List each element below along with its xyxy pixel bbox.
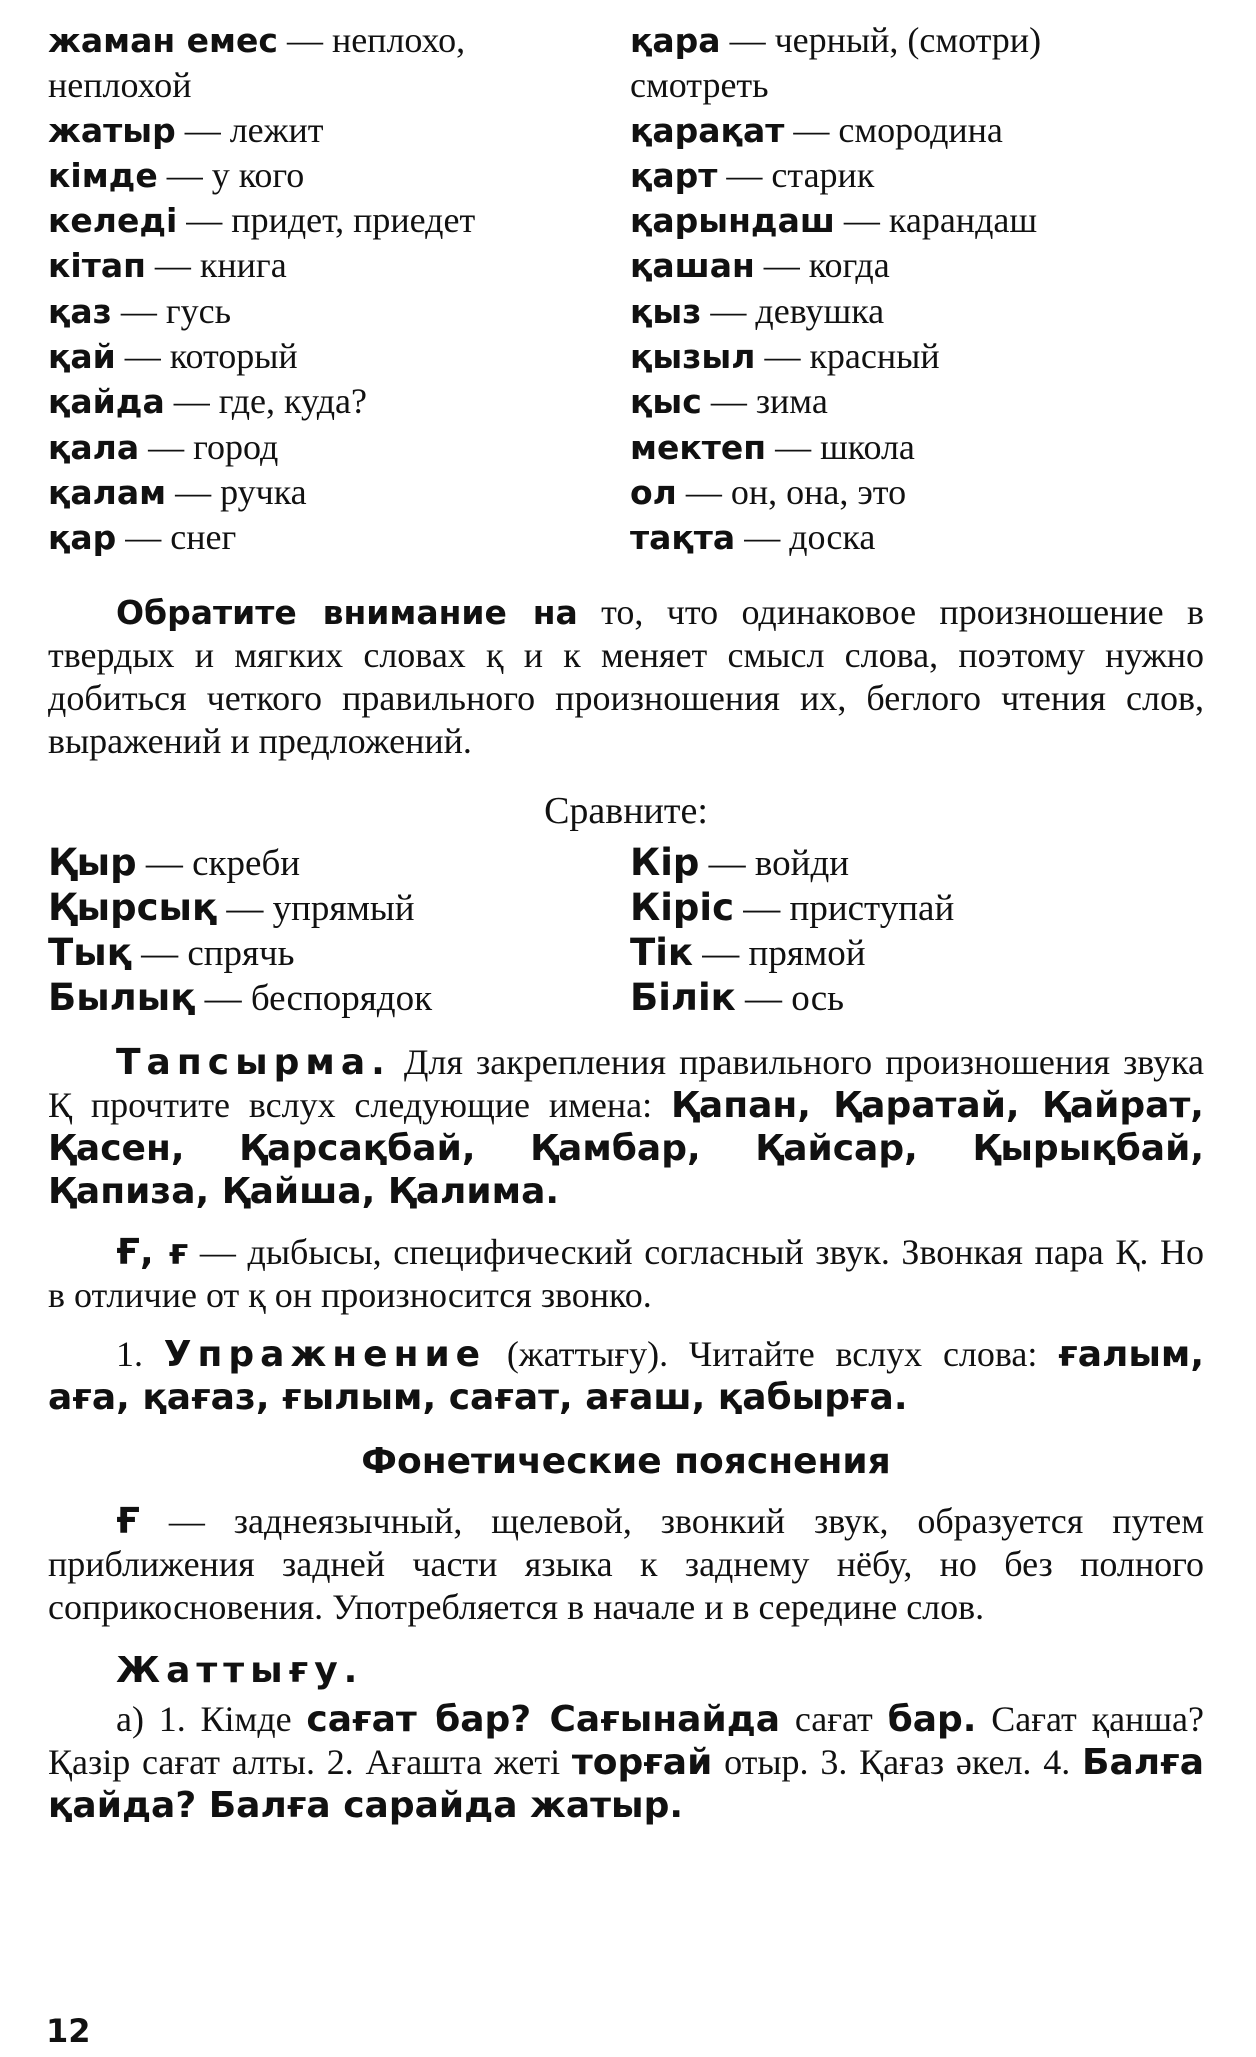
compare-title: Сравните: bbox=[544, 789, 708, 832]
notice-paragraph: Обратите внимание на то, что одинаковое произношение в твердых и мягких словах қ и к меняет смысл слова, поэтому нужно добиться четкого правильного произношения их, беглого чтения слов, выражений и предложений. bbox=[48, 591, 1204, 761]
vocab-entry: кітап — книга bbox=[48, 245, 287, 286]
exercise-a-paragraph: а) 1. Кімде сағат бар? Сағынайда сағат бар. Сағат қанша? Қазір сағат алты. 2. Ағашта жеті торғай отыр. 3. Қағаз әкел. 4. Балға қайда? Балға сарайда жатыр. bbox=[48, 1698, 1204, 1826]
page-content bbox=[48, 18, 1204, 1827]
compare-entry: Былық — беспорядок bbox=[48, 975, 433, 1019]
vocab-entry: тақта — доска bbox=[630, 517, 876, 558]
vocab-entry: ол — он, она, это bbox=[630, 471, 907, 512]
vocabulary-list bbox=[48, 18, 1204, 561]
compare-column-left bbox=[48, 841, 630, 1021]
gh-sound-paragraph: Ғ, ғ — дыбысы, специфический согласный звук. Звонкая пара Қ. Но в отличие от қ он произносится звонко. bbox=[48, 1231, 1204, 1315]
vocabulary-column-right bbox=[630, 18, 1204, 561]
vocabulary-column-left bbox=[48, 18, 630, 561]
compare-column-right bbox=[630, 841, 1204, 1021]
vocab-entry: қашан — когда bbox=[630, 245, 890, 286]
task-paragraph: Тапсырма. Для закрепления правильного произношения звука Қ прочтите вслух следующие имена: Қапан, Қаратай, Қайрат, Қасен, Қарсақбай, Қамбар, Қайсар, Қырықбай, Қапиза, Қайша, Қалима. bbox=[48, 1041, 1204, 1212]
vocab-entry: неплохой bbox=[48, 65, 192, 106]
vocab-entry: қара — черный, (смотри) bbox=[630, 20, 1042, 60]
compare-list bbox=[48, 841, 1204, 1021]
vocab-entry: мектеп — школа bbox=[630, 426, 915, 467]
compare-entry: Кіріс — приступай bbox=[630, 885, 955, 929]
vocab-entry: қай — который bbox=[48, 336, 298, 377]
compare-entry: Қырсық — упрямый bbox=[48, 885, 415, 929]
exercise-1-paragraph: 1. Упражнение (жаттығу). Читайте вслух слова: ғалым, аға, қағаз, ғылым, сағат, ағаш, қабырға. bbox=[48, 1333, 1205, 1418]
compare-entry: Білік — ось bbox=[630, 975, 844, 1019]
compare-entry: Кір — войди bbox=[630, 840, 850, 884]
page-number: 12 bbox=[46, 2012, 91, 2050]
vocab-entry: қар — снег bbox=[48, 517, 237, 558]
compare-entry: Қыр — скреби bbox=[48, 840, 301, 884]
vocab-entry: жаман емес — неплохо, bbox=[48, 20, 466, 60]
vocab-entry: келеді — придет, приедет bbox=[48, 200, 476, 241]
phonetic-paragraph: Ғ — заднеязычный, щелевой, звонкий звук, образуется путем приближения задней части языка к заднему нёбу, но без полного соприкосновения. Употребляется в начале и в середине слов. bbox=[48, 1500, 1204, 1627]
vocab-entry: қалам — ручка bbox=[48, 471, 307, 512]
vocab-entry: қыс — зима bbox=[630, 381, 828, 422]
vocab-entry: қайда — где, куда? bbox=[48, 381, 367, 422]
vocab-entry: қала — город bbox=[48, 426, 279, 467]
vocab-entry: жатыр — лежит bbox=[48, 109, 324, 150]
vocab-entry: қарт — старик bbox=[630, 154, 875, 195]
vocab-entry: смотреть bbox=[630, 65, 769, 106]
vocab-entry: қызыл — красный bbox=[630, 336, 940, 377]
compare-entry: Тық — спрячь bbox=[48, 930, 295, 974]
compare-entry: Тік — прямой bbox=[630, 930, 866, 974]
zhattygu-label: Жаттығу. bbox=[116, 1649, 364, 1691]
vocab-entry: қаз — гусь bbox=[48, 290, 232, 331]
vocab-entry: қарындаш — карандаш bbox=[630, 200, 1038, 241]
vocab-entry: қарақат — смородина bbox=[630, 109, 1003, 150]
vocab-entry: қыз — девушка bbox=[630, 290, 885, 331]
section-heading: Фонетические пояснения bbox=[361, 1440, 891, 1482]
vocab-entry: кімде — у кого bbox=[48, 154, 305, 195]
